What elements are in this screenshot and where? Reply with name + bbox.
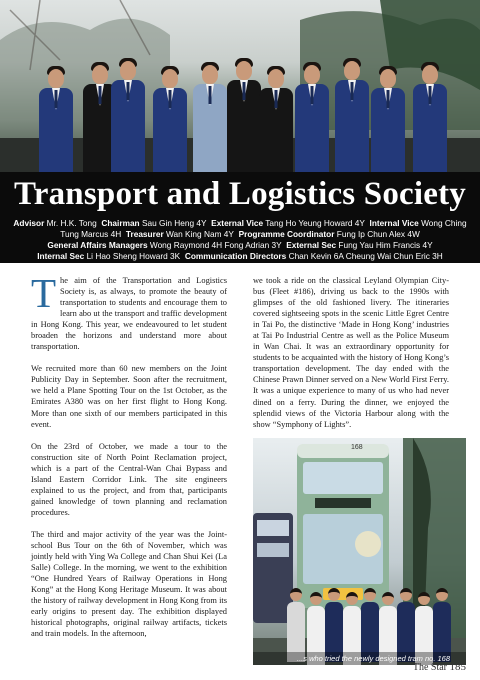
article-paragraph: The third and major activity of the year was the Joint-school Bus Tour on the 6th of November, which was jointly held with Ying Wa College and Chan Shui Kei (La Salle) College. In the morning, we went to the exhibition “One Hundred Years of Railway Operations in Hong Kong” at the Hong Kong Heritage Museum. It was about the history of railway development in Hong Kong from its early origins to present day. The exhibition displayed historical photographs, original railway artifacts, tickets and train models. In the afternoon,	[31, 529, 227, 639]
student-figure	[368, 66, 408, 178]
role-label: Chairman	[101, 218, 140, 228]
member-name: Wong Raymond 4H Fong Adrian 3Y	[149, 240, 282, 250]
credits-line-3	[6, 240, 474, 251]
role-label: Treasurer	[125, 229, 164, 239]
member-name: Li Hao Sheng Howard 3K	[86, 251, 181, 261]
student-figure	[256, 66, 296, 178]
role-label: Programme Coordinator	[238, 229, 335, 239]
committee-credits	[6, 218, 474, 262]
role-label: Advisor	[13, 218, 45, 228]
member-name: Chan Kevin 6A Cheung Wai Chun Eric 3H	[288, 251, 443, 261]
tram-number-label: 168	[351, 444, 363, 451]
article-paragraph: We recruited more than 60 new members on the Joint Publicity Day in September. Soon after the recruitment, we held a Plane Spotting Tour on the 1st October, as the Emirates A380 was on her first flight to Hong Kong. More than one sixth of our members participated in this event.	[31, 364, 227, 429]
role-label: General Affairs Managers	[47, 240, 148, 250]
student-figure	[361, 588, 379, 662]
member-name: Sau Gin Heng 4Y	[141, 218, 207, 228]
student-figure	[325, 588, 343, 662]
member-name: Fung Ip Chun Alex 4W	[336, 229, 420, 239]
article-column-left	[31, 270, 227, 650]
article-paragraph: we took a ride on the classical Leyland Olympian City-bus (Fleet #186), driving us back to the 1990s with glimpses of the old fashioned livery. The itineraries covered sightseeing spots in the scenic Little Egret Centre in Tai Po, the distinctive ‘Made in Hong Kong’ industries at Tai Po Industrial Centre as well as the Police Museum in Wan Chai. It was an extraordinary opportunity for students to be acquainted with the history of Hong Kong’s transportation development. The day ended with the Chinese Prawn Dinner served on a New World First Ferry. It was a unique experience to many of us who had never dined on a ferry. During the dinner, we enjoyed the splendid views of the Victoria Harbour along with the show “Symphony of Lights”.	[253, 276, 449, 429]
student-figure	[397, 588, 415, 662]
student-figure	[287, 588, 305, 662]
role-label: External Vice	[211, 218, 264, 228]
article-paragraph	[31, 270, 227, 352]
magazine-name: The Star	[412, 662, 447, 673]
student-figure	[292, 62, 332, 178]
member-name: Wong Ching	[421, 218, 467, 228]
society-title: Transport and Logistics Society	[13, 176, 467, 212]
article-column-right	[253, 275, 449, 441]
group-photo	[0, 0, 480, 178]
student-figure	[36, 66, 76, 178]
student-figure	[433, 588, 451, 662]
student-figure	[332, 58, 372, 178]
credits-line-1	[6, 218, 474, 229]
credits-line-4	[6, 251, 474, 262]
page-number: 185	[449, 661, 466, 673]
paragraph-text: he aim of the Transportation and Logistics Society is, as always, to promote the beauty of transportation to students and encourage them to learn abo ut the transport and traffic development in Hong Kong. This year, we endeavoured to let student broaden the horizons and understand more about transportation.	[31, 276, 227, 352]
tram-photo	[253, 438, 466, 665]
member-name: Tung Marcus 4H	[60, 229, 122, 239]
page-folio	[413, 661, 466, 673]
role-label: Communication Directors	[184, 251, 287, 261]
student-figure	[410, 62, 450, 178]
role-label: Internal Sec	[37, 251, 85, 261]
drop-cap: T	[31, 270, 57, 316]
member-name: Tang Ho Yeung Howard 4Y	[265, 218, 365, 228]
student-figure	[108, 58, 148, 178]
member-name: Fung Yau Him Francis 4Y	[338, 240, 433, 250]
title-band	[0, 172, 480, 263]
role-label: External Sec	[286, 240, 337, 250]
member-name: Mr. H.K. Tong	[46, 218, 97, 228]
member-name: Wan King Nam 4Y	[166, 229, 234, 239]
article-paragraph: On the 23rd of October, we made a tour to the construction site of North Point Reclamation project, which is a part of the Central-Wan Chai Bypass and Island Eastern Corridor Link. The site engineers explained to us the project, and from that, participants gained knowledge of town planning and reclamation procedures.	[31, 441, 227, 517]
role-label: Internal Vice	[369, 218, 419, 228]
photo-caption: ...s who tried the newly designed tram no. 168	[253, 652, 466, 665]
credits-line-2	[6, 229, 474, 240]
student-figure	[150, 66, 190, 178]
